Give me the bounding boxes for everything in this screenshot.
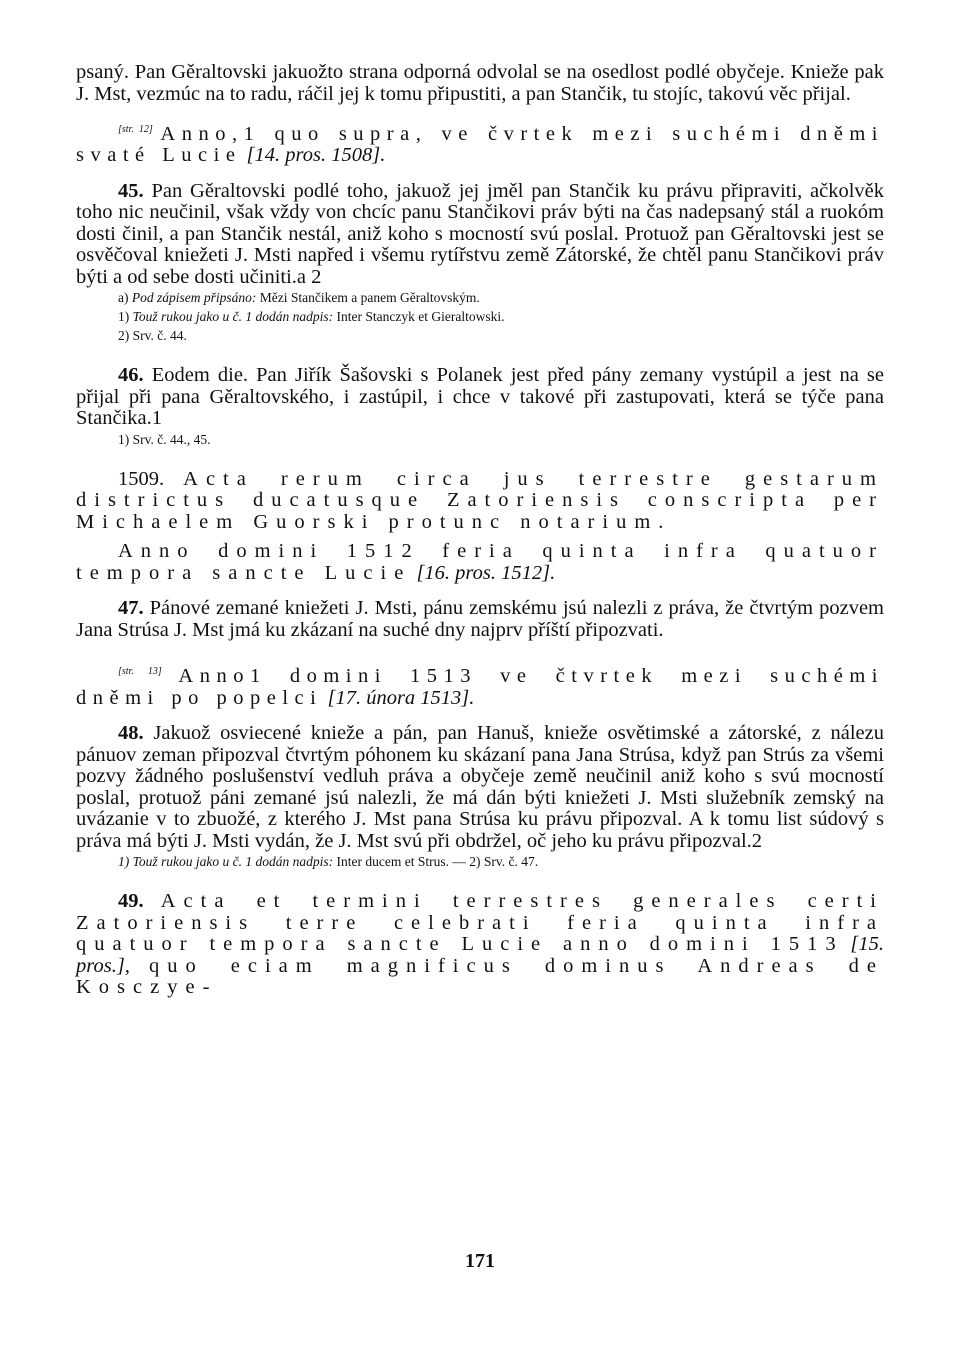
entry-47 (76, 598, 884, 641)
entry-heading-1513 (76, 661, 884, 709)
paragraph-continued: psaný. Pan Gěraltovski jakuožto strana odporná odvolal se na osedlost podlé obyčeje. Knieže pak J. Mst, vezmúc na to radu, ráčil jej k tomu připustiti, a pan Stančik, tu stojíc, takovú věc přijal. (76, 61, 884, 105)
heading-text: Anno,1 quo supra, ve čvrtek mezi suchémi dněmi svaté Lucie (76, 122, 884, 167)
entry-number: 46. (118, 364, 144, 387)
entry-number: 47. (118, 597, 144, 620)
entry-48 (76, 723, 884, 852)
entry-45 (76, 181, 884, 289)
entry-49: 49. Acta et termini terrestres generales certi Zatoriensis terre celebrati feria quinta infra quatuor tempora sancte Lucie anno domini 1513 [15. pros.], quo eciam magnificus dominus Andreas de Kosczye- (76, 890, 885, 999)
footnote-48: 1) Touž rukou jako u č. 1 dodán nadpis: Inter ducem et Strus. — 2) Srv. č. 47. (118, 854, 539, 870)
page-reference: [str. 13] (118, 666, 162, 678)
heading-date: [17. února 1513]. (327, 686, 475, 709)
section-date-1512: Anno domini 1512 feria quinta infra quatuor tempora sancte Lucie [16. pros. 1512]. (76, 540, 884, 584)
entry-number: 49. (118, 890, 144, 913)
entry-text: Pánové zemané kniežeti J. Msti, pánu zemskému jsú nalezli z práva, že čtvrtým pozvem Jana Strúsa J. Mst jmá ku zkázaní na suché dny najprv příští připozvati. (76, 597, 885, 641)
year: 1509. (118, 467, 165, 490)
entry-number: 45. (118, 179, 144, 202)
footnote-a: a) Pod zápisem připsáno: Mězi Stančikem a panem Gěraltovským. (118, 290, 480, 306)
entry-46 (76, 365, 884, 430)
footnote-1: 1) Touž rukou jako u č. 1 dodán nadpis: Inter Stanczyk et Gieraltowski. (118, 309, 505, 325)
page-number: 171 (465, 1250, 495, 1272)
entry-text: Pan Gěraltovski podlé toho, jakuož jej jměl pan Stančik ku právu připraviti, ačkolvěk toho nic neučinil, však vždy von chcíc panu Stančikovi práv býti na čas nadepsaný stál a ruokóm dosti činil, a pan Stančik nestál, aniž koho s mocností svú poslal. Protuož pan Gěraltovski jest se osvěčoval kniežeti J. Msti napřed i všemu rytířstvu země Zátorské, že chtěl panu Stančikovi práv býti a od sebe dosti učiniti.a 2 (76, 179, 885, 288)
page-body (76, 62, 884, 999)
page-reference: [str. 12] (118, 124, 153, 135)
footnote-2: 2) Srv. č. 44. (118, 328, 187, 344)
entry-number: 48. (118, 722, 144, 745)
section-title-1509 (76, 469, 884, 534)
entry-text: Jakuož osviecené knieže a pán, pan Hanuš, knieže osvětimské a zátorské, z nálezu pánuov zeman připozval čtvrtým póhonem ku skázaní pana Jana Strúsa, když pan Strús za všemi pozvy žádného poslušenství vedluh práva a obyčeje země neučinil aniž koho s svú mocností poslal, protuož páni zemané jsú nalezli, že má dán býti kniežeti J. Msti služebník zemský na uvázanie v to zbuožé, z kterého J. Mst pana Strúsa ku právu připozval. A k tomu list súdový s práva má býti J. Msti vydán, že J. Mst svú při obdržel, oč jeho ku právu připozval.2 (76, 722, 884, 852)
heading-text: Anno1 domini 1513 ve čtvrtek mezi suchémi dněmi po popelci (76, 665, 884, 709)
entry-heading-1508 (76, 119, 884, 167)
entry-text: Eodem die. Pan Jiřík Šašovski s Polanek jest před pány zemany vystúpil a jest na se přijal při pana Gěraltovského, i zastúpil, i chce v takové při zastupovati, která se týče pana Stančika.1 (76, 364, 884, 430)
footnote-46: 1) Srv. č. 44., 45. (118, 431, 211, 447)
entry-text: Acta et termini terrestres generales certi Zatoriensis terre celebrati feria quinta infra quatuor tempora sancte Lucie anno domini 1513 (76, 890, 884, 956)
heading-date: [14. pros. 1508]. (246, 144, 386, 167)
acta-title: Acta rerum circa jus terrestre gestarum districtus ducatusque Zatoriensis conscripta per Michaelem Guorski protunc notarium. (76, 467, 884, 533)
